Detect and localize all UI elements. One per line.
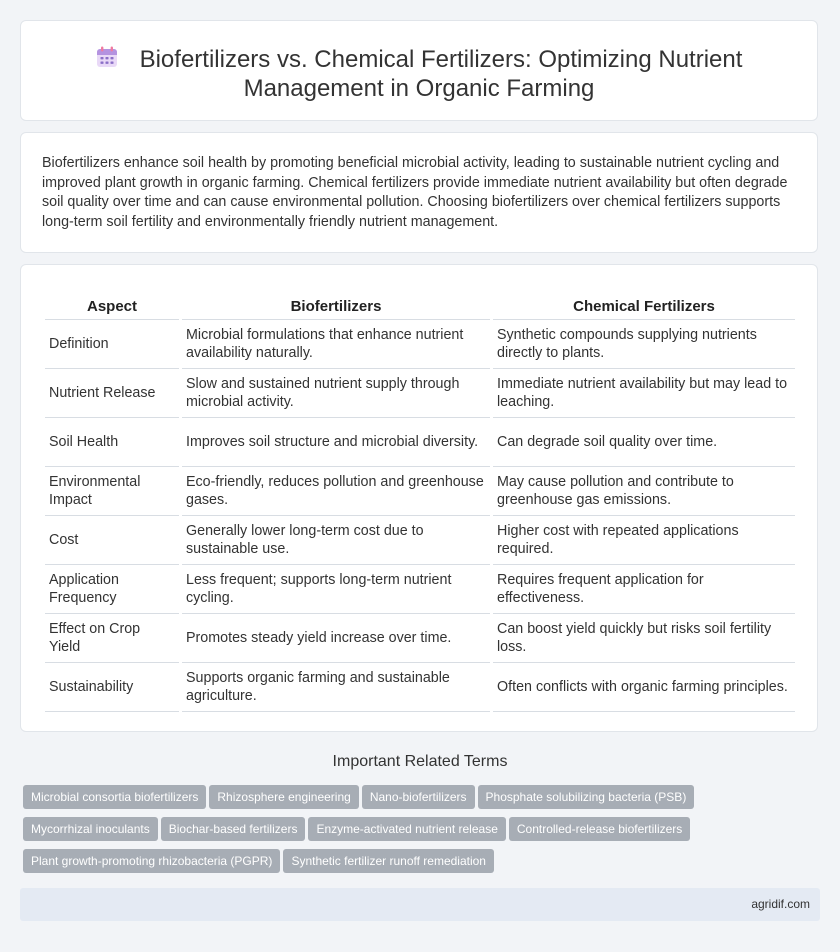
table-row [45,369,795,418]
biofertilizer-cell: Slow and sustained nutrient supply through microbial activity. [182,369,490,418]
header-biofertilizers: Biofertilizers [182,295,490,320]
biofertilizer-cell: Eco-friendly, reduces pollution and greenhouse gases. [182,467,490,516]
related-term-tag[interactable]: Plant growth-promoting rhizobacteria (PGPR) [23,849,280,873]
chemical-cell: Requires frequent application for effectiveness. [493,565,795,614]
aspect-cell: Sustainability [45,663,179,712]
chemical-cell: Can degrade soil quality over time. [493,418,795,467]
footer-bar [20,888,820,921]
aspect-cell: Environmental Impact [45,467,179,516]
table-row [45,516,795,565]
chemical-cell: Can boost yield quickly but risks soil fertility loss. [493,614,795,663]
table-header-row [45,295,795,320]
aspect-cell: Definition [45,320,179,369]
related-term-tag[interactable]: Phosphate solubilizing bacteria (PSB) [478,785,695,809]
table-row [45,565,795,614]
related-term-tag[interactable]: Nano-biofertilizers [362,785,475,809]
related-term-tag[interactable]: Microbial consortia biofertilizers [23,785,206,809]
page-title [21,45,817,103]
table-row [45,418,795,467]
aspect-cell: Application Frequency [45,565,179,614]
chemical-cell: May cause pollution and contribute to greenhouse gas emissions. [493,467,795,516]
chemical-cell: Often conflicts with organic farming principles. [493,663,795,712]
intro-paragraph: Biofertilizers enhance soil health by promoting beneficial microbial activity, leading to sustainable nutrient cycling and improved plant growth in organic farming. Chemical fertilizers provide immediate nutrient availability but often degrade soil quality over time and can cause environmental pollution. Choosing biofertilizers over chemical fertilizers supports long-term soil fertility and environmentally friendly nutrient management. [42,155,788,230]
related-term-tag[interactable]: Rhizosphere engineering [209,785,358,809]
table-row [45,320,795,369]
comparison-table [42,295,798,712]
aspect-cell: Soil Health [45,418,179,467]
chemical-cell: Synthetic compounds supplying nutrients directly to plants. [493,320,795,369]
table-row [45,467,795,516]
biofertilizer-cell: Supports organic farming and sustainable agriculture. [182,663,490,712]
aspect-cell: Effect on Crop Yield [45,614,179,663]
title-card [20,20,818,121]
related-terms-heading: Important Related Terms [332,753,508,770]
header-aspect: Aspect [45,295,179,320]
biofertilizer-cell: Improves soil structure and microbial diversity. [182,418,490,467]
header-chemical-fertilizers: Chemical Fertilizers [493,295,795,320]
title-line-1 [21,45,817,74]
title-line-2: Management in Organic Farming [243,75,595,102]
biofertilizer-cell: Promotes steady yield increase over time. [182,614,490,663]
table-row [45,663,795,712]
aspect-cell: Cost [45,516,179,565]
chemical-cell: Higher cost with repeated applications required. [493,516,795,565]
biofertilizer-cell: Less frequent; supports long-term nutrient cycling. [182,565,490,614]
related-term-tag[interactable]: Controlled-release biofertilizers [509,817,690,841]
table-row [45,614,795,663]
title-text-1: Biofertilizers vs. Chemical Fertilizers: Optimizing Nutrient [139,46,743,73]
chemical-cell: Immediate nutrient availability but may lead to leaching. [493,369,795,418]
related-term-tag[interactable]: Mycorrhizal inoculants [23,817,158,841]
aspect-cell: Nutrient Release [45,369,179,418]
related-term-tag[interactable]: Enzyme-activated nutrient release [308,817,505,841]
biofertilizer-cell: Generally lower long-term cost due to sustainable use. [182,516,490,565]
biofertilizer-cell: Microbial formulations that enhance nutrient availability naturally. [182,320,490,369]
related-term-tag[interactable]: Synthetic fertilizer runoff remediation [283,849,494,873]
intro-card [20,132,818,253]
related-term-tag[interactable]: Biochar-based fertilizers [161,817,306,841]
site-link[interactable]: agridif.com [751,897,810,911]
calendar-icon [96,46,118,68]
comparison-card [20,264,818,732]
related-terms-list [23,785,813,881]
